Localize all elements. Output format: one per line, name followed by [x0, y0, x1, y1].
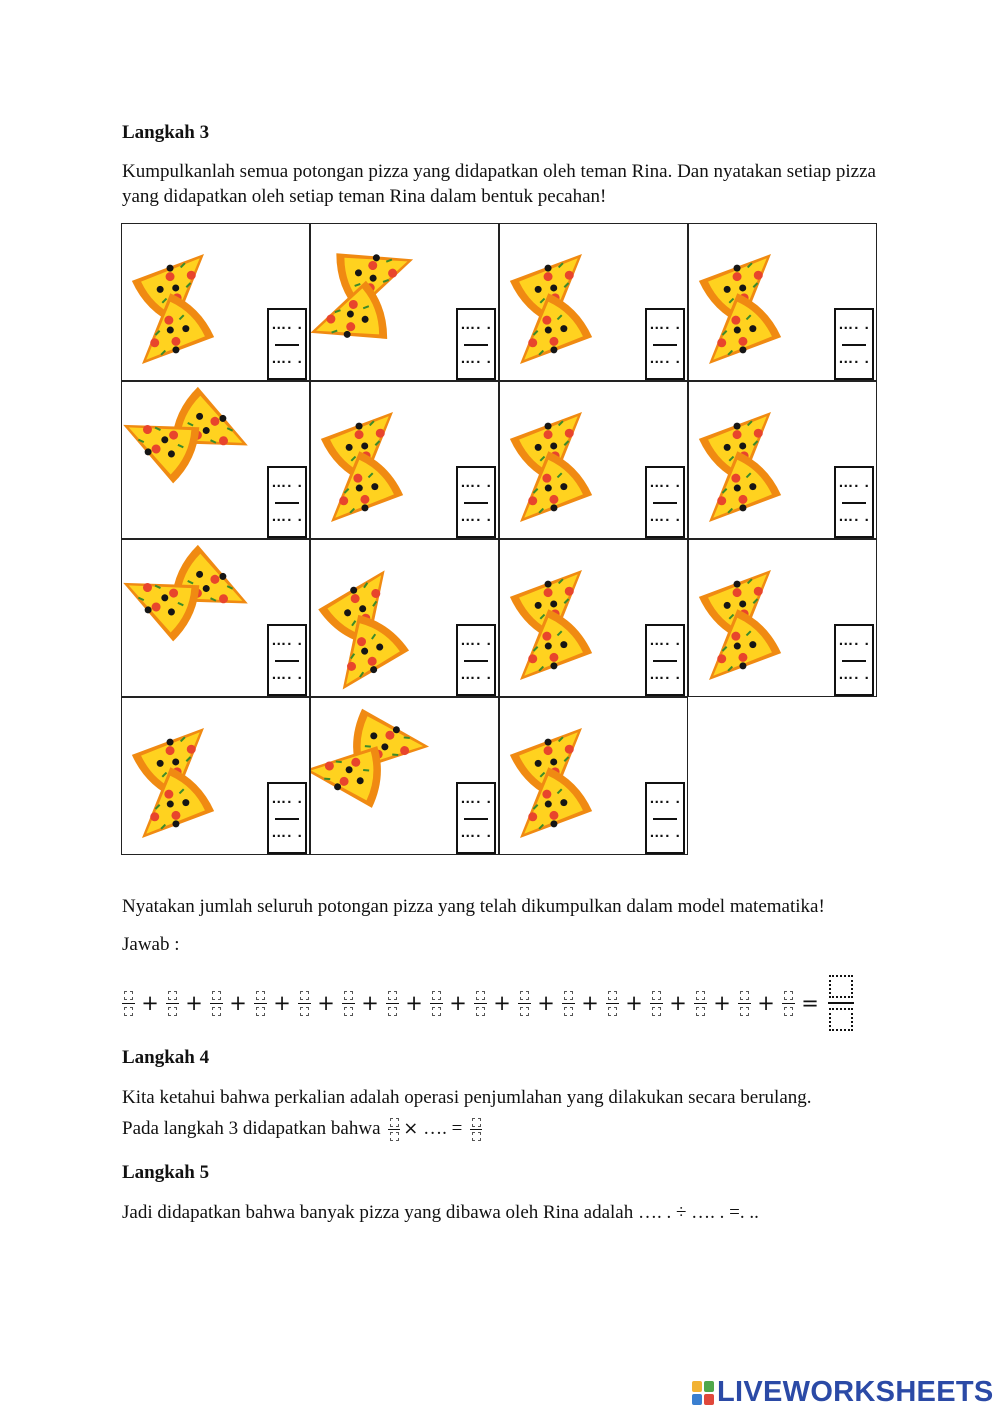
denominator-blank[interactable] — [432, 1007, 441, 1016]
fraction-answer-box[interactable] — [267, 466, 307, 538]
denominator-blank[interactable] — [652, 1007, 661, 1016]
pizza-cell — [310, 697, 499, 855]
fraction-bar — [653, 660, 677, 662]
plus-sign: + — [713, 991, 731, 1015]
fraction-bar — [842, 660, 866, 662]
answer-label: Jawab : — [122, 934, 180, 955]
addend-fraction-input[interactable] — [604, 991, 620, 1016]
denominator-blank[interactable] — [520, 1007, 529, 1016]
denominator-blank[interactable] — [564, 1007, 573, 1016]
pizza-cell — [499, 223, 688, 381]
denominator-input[interactable]: …. . — [649, 666, 681, 683]
denominator-input[interactable]: …. . — [649, 824, 681, 841]
pizza-cell — [688, 223, 877, 381]
pizza-slice — [500, 447, 596, 539]
fraction-bar — [694, 1003, 707, 1004]
denominator-blank[interactable] — [696, 1007, 705, 1016]
numerator-input[interactable]: …. . — [271, 790, 303, 807]
fraction-bar — [122, 1003, 135, 1004]
plus-sign: + — [537, 991, 555, 1015]
fraction-bar — [210, 1003, 223, 1004]
numerator-blank[interactable] — [300, 991, 309, 1000]
fraction-answer-box[interactable] — [456, 466, 496, 538]
denominator-input[interactable]: …. . — [838, 666, 870, 683]
numerator-blank[interactable] — [124, 991, 133, 1000]
pizza-cell — [499, 539, 688, 697]
addend-fraction-input[interactable] — [428, 991, 444, 1016]
pizza-cell — [310, 381, 499, 539]
liveworksheets-logo — [692, 1376, 994, 1409]
denominator-input[interactable]: …. . — [460, 666, 492, 683]
fraction-bar — [275, 502, 299, 504]
pizza-cell — [688, 539, 877, 697]
denominator-input[interactable]: …. . — [271, 508, 303, 525]
multiplier-blank[interactable]: …. = — [423, 1118, 463, 1139]
numerator-blank[interactable] — [256, 991, 265, 1000]
logo-mark-icon — [692, 1381, 714, 1405]
denominator-blank[interactable] — [168, 1007, 177, 1016]
numerator-input[interactable]: …. . — [460, 790, 492, 807]
denominator-input[interactable]: …. . — [271, 666, 303, 683]
fraction-answer-box[interactable] — [267, 782, 307, 854]
plus-sign: + — [141, 991, 159, 1015]
step4-heading: Langkah 4 — [122, 1047, 210, 1068]
fraction-bar — [464, 344, 488, 346]
addend-fraction-input[interactable] — [120, 991, 136, 1016]
denominator-blank[interactable] — [212, 1007, 221, 1016]
addend-fraction-input[interactable] — [780, 991, 796, 1016]
fraction-bar — [386, 1003, 399, 1004]
addend-fraction-input[interactable] — [164, 991, 180, 1016]
denominator-blank[interactable] — [784, 1007, 793, 1016]
pizza-cell — [121, 539, 310, 697]
plus-sign: + — [273, 991, 291, 1015]
pizza-slice — [122, 763, 218, 855]
numerator-blank[interactable] — [432, 991, 441, 1000]
equals-sign: = — [801, 991, 819, 1015]
denominator-input[interactable]: …. . — [649, 508, 681, 525]
fraction-bar — [782, 1003, 795, 1004]
pizza-slice — [689, 605, 785, 697]
plus-sign: + — [317, 991, 335, 1015]
plus-sign: + — [361, 991, 379, 1015]
step4-line2 — [122, 1116, 882, 1141]
plus-sign: + — [405, 991, 423, 1015]
step3-heading: Langkah 3 — [122, 122, 210, 143]
numerator-input[interactable]: …. . — [271, 632, 303, 649]
denominator-input[interactable]: …. . — [649, 350, 681, 367]
denominator-input[interactable]: …. . — [838, 350, 870, 367]
fraction-bar — [166, 1003, 179, 1004]
numerator-blank[interactable] — [608, 991, 617, 1000]
blank-fraction-input[interactable] — [387, 1118, 401, 1141]
numerator-input[interactable]: …. . — [271, 474, 303, 491]
fraction-bar — [298, 1003, 311, 1004]
denominator-input[interactable]: …. . — [460, 350, 492, 367]
step4-line1: Kita ketahui bahwa perkalian adalah operasi penjumlahan yang dilakukan secara berulang. — [122, 1087, 812, 1108]
denominator-blank[interactable] — [344, 1007, 353, 1016]
result-fraction-input[interactable] — [469, 1118, 483, 1141]
pizza-cell — [688, 381, 877, 539]
numerator-input[interactable]: …. . — [460, 632, 492, 649]
numerator-blank[interactable] — [652, 991, 661, 1000]
pizza-cell — [121, 381, 310, 539]
addend-fraction-input[interactable] — [648, 991, 664, 1016]
fraction-bar — [430, 1003, 443, 1004]
fraction-bar — [254, 1003, 267, 1004]
logo-text: LIVEWORKSHEETS — [717, 1376, 994, 1408]
numerator-input[interactable]: …. . — [271, 316, 303, 333]
pizza-slice — [500, 763, 596, 855]
fraction-bar — [518, 1003, 531, 1004]
step3-instruction: Kumpulkanlah semua potongan pizza yang didapatkan oleh teman Rina. Dan nyatakan setiap pizza yang didapatkan oleh setiap teman Rina dalam bentuk pecahan! — [122, 161, 876, 207]
pizza-cell — [310, 539, 499, 697]
pizza-slice — [689, 447, 785, 539]
numerator-input[interactable]: …. . — [838, 316, 870, 333]
fraction-bar — [275, 660, 299, 662]
plus-sign: + — [449, 991, 467, 1015]
numerator-blank[interactable] — [344, 991, 353, 1000]
fraction-answer-box[interactable] — [267, 624, 307, 696]
denominator-blank[interactable] — [256, 1007, 265, 1016]
pizza-cell — [499, 381, 688, 539]
step4-line2-prefix: Pada langkah 3 didapatkan bahwa — [122, 1118, 381, 1139]
fraction-answer-box[interactable] — [834, 466, 874, 538]
pizza-slice — [500, 289, 596, 381]
numerator-blank[interactable] — [564, 991, 573, 1000]
numerator-input[interactable]: …. . — [649, 632, 681, 649]
numerator-input[interactable]: …. . — [838, 632, 870, 649]
addend-fraction-input[interactable] — [692, 991, 708, 1016]
pizza-cell — [310, 223, 499, 381]
addend-fraction-input[interactable] — [516, 991, 532, 1016]
addend-fraction-input[interactable] — [252, 991, 268, 1016]
step5-heading: Langkah 5 — [122, 1162, 210, 1183]
result-denominator-blank[interactable] — [829, 1008, 853, 1031]
fraction-answer-box[interactable] — [834, 624, 874, 696]
fraction-answer-box[interactable] — [645, 624, 685, 696]
numerator-input[interactable]: …. . — [649, 474, 681, 491]
sum-result-fraction-input[interactable] — [828, 975, 854, 1031]
pizza-slice — [689, 289, 785, 381]
denominator-blank[interactable] — [608, 1007, 617, 1016]
fraction-answer-box[interactable] — [456, 782, 496, 854]
addend-fraction-input[interactable] — [472, 991, 488, 1016]
plus-sign: + — [625, 991, 643, 1015]
fraction-bar — [464, 502, 488, 504]
plus-sign: + — [581, 991, 599, 1015]
fraction-answer-box[interactable] — [645, 308, 685, 380]
numerator-blank[interactable] — [212, 991, 221, 1000]
plus-sign: + — [493, 991, 511, 1015]
fraction-bar — [828, 1002, 854, 1004]
fraction-bar — [653, 344, 677, 346]
pizza-slice — [122, 289, 218, 381]
fraction-bar — [738, 1003, 751, 1004]
numerator-blank[interactable] — [696, 991, 705, 1000]
numerator-blank[interactable] — [520, 991, 529, 1000]
numerator-blank[interactable] — [740, 991, 749, 1000]
denominator-input[interactable]: …. . — [271, 824, 303, 841]
denominator-blank[interactable] — [476, 1007, 485, 1016]
addend-fraction-input[interactable] — [340, 991, 356, 1016]
addend-fraction-input[interactable] — [208, 991, 224, 1016]
fraction-answer-box[interactable] — [645, 466, 685, 538]
pizza-cell — [121, 223, 310, 381]
fraction-bar — [275, 344, 299, 346]
denominator-blank[interactable] — [388, 1007, 397, 1016]
denominator-input[interactable]: …. . — [271, 350, 303, 367]
plus-sign: + — [185, 991, 203, 1015]
plus-sign: + — [757, 991, 775, 1015]
denominator-blank[interactable] — [300, 1007, 309, 1016]
pizza-cell — [121, 697, 310, 855]
fraction-bar — [562, 1003, 575, 1004]
numerator-blank[interactable] — [168, 991, 177, 1000]
numerator-input[interactable]: …. . — [460, 474, 492, 491]
addend-fraction-input[interactable] — [560, 991, 576, 1016]
fraction-answer-box[interactable] — [456, 308, 496, 380]
fraction-bar — [653, 502, 677, 504]
plus-sign: + — [229, 991, 247, 1015]
fraction-bar — [474, 1003, 487, 1004]
numerator-input[interactable]: …. . — [460, 316, 492, 333]
numerator-blank[interactable] — [476, 991, 485, 1000]
fraction-answer-box[interactable] — [456, 624, 496, 696]
fraction-bar — [606, 1003, 619, 1004]
denominator-input[interactable]: …. . — [460, 824, 492, 841]
fraction-bar — [464, 818, 488, 820]
fraction-bar — [653, 818, 677, 820]
fraction-answer-box[interactable] — [645, 782, 685, 854]
denominator-input[interactable]: …. . — [460, 508, 492, 525]
sum-equation — [120, 972, 854, 1034]
result-numerator-blank[interactable] — [829, 975, 853, 998]
addend-fraction-input[interactable] — [296, 991, 312, 1016]
denominator-blank[interactable] — [124, 1007, 133, 1016]
pizza-slice — [500, 605, 596, 697]
numerator-input[interactable]: …. . — [649, 790, 681, 807]
pizza-cell — [499, 697, 688, 855]
addend-fraction-input[interactable] — [736, 991, 752, 1016]
plus-sign: + — [669, 991, 687, 1015]
fraction-answer-box[interactable] — [267, 308, 307, 380]
addend-fraction-input[interactable] — [384, 991, 400, 1016]
fraction-bar — [342, 1003, 355, 1004]
numerator-blank[interactable] — [784, 991, 793, 1000]
denominator-blank[interactable] — [740, 1007, 749, 1016]
fraction-bar — [275, 818, 299, 820]
question-prompt: Nyatakan jumlah seluruh potongan pizza yang telah dikumpulkan dalam model matematika! — [122, 896, 825, 917]
fraction-bar — [842, 502, 866, 504]
pizza-slice — [311, 447, 407, 539]
pizza-slice — [311, 740, 383, 808]
numerator-blank[interactable] — [388, 991, 397, 1000]
numerator-input[interactable]: …. . — [649, 316, 681, 333]
numerator-input[interactable]: …. . — [838, 474, 870, 491]
step5-text[interactable]: Jadi didapatkan bahwa banyak pizza yang dibawa oleh Rina adalah …. . ÷ …. . =. .. — [122, 1202, 759, 1223]
denominator-input[interactable]: …. . — [838, 508, 870, 525]
times-sign: × — [403, 1118, 419, 1139]
fraction-bar — [464, 660, 488, 662]
fraction-bar — [650, 1003, 663, 1004]
fraction-bar — [842, 344, 866, 346]
fraction-answer-box[interactable] — [834, 308, 874, 380]
